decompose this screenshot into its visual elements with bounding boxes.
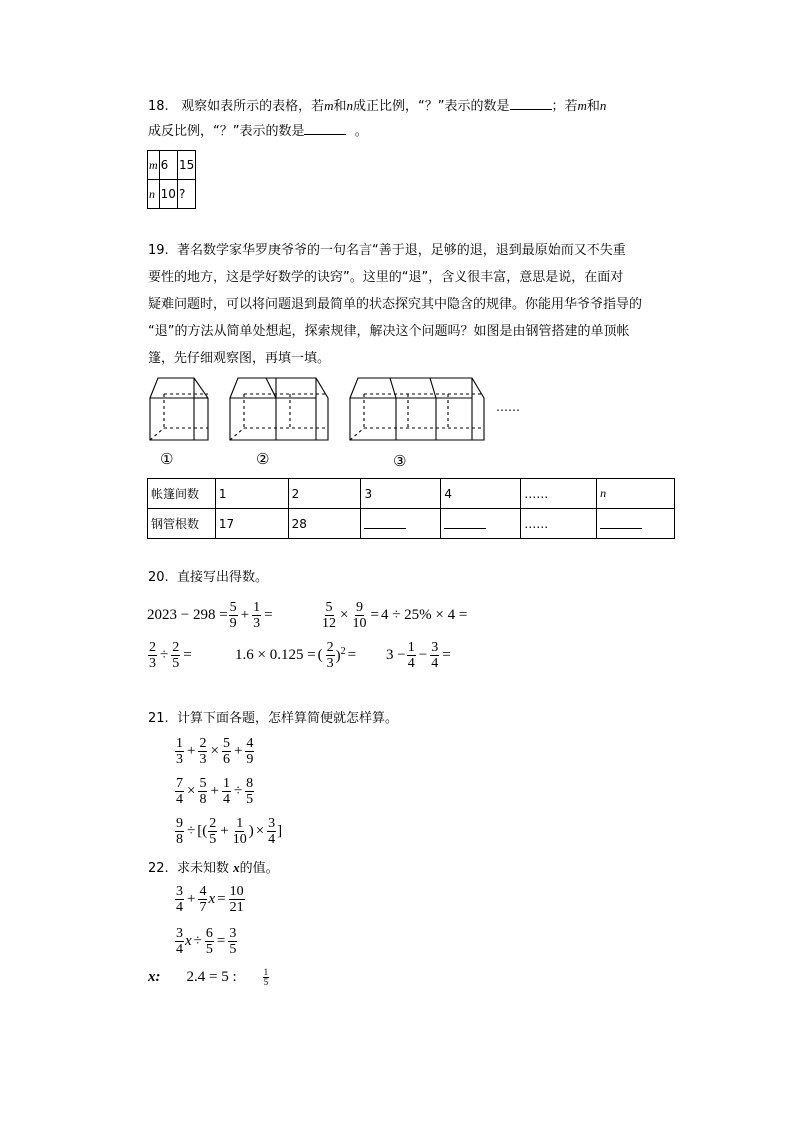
q18-table: m 6 15 n 10 ? [147, 150, 196, 209]
tent-figure-3 [350, 378, 484, 440]
q19-line3: 疑难问题时，可以将问题退到最简单的状态探究其中隐含的规律。你能用华爷爷指导的 [148, 297, 643, 312]
q20-expr-row1b: $\frac{5}{12}$ × $\frac{9}{10}$ = 4 ÷ 25% × 4 = [322, 600, 468, 631]
ellipsis: …… [496, 400, 520, 414]
q18-line1: 18. 观察如表所示的表格，若m和n成正比例，“？”表示的数是 ；若m和n [148, 98, 607, 114]
fraction: $\frac{1}{4}$ [407, 640, 415, 671]
fraction: $\frac{9}{10}$ [352, 600, 367, 631]
fraction: $\frac{5}{12}$ [322, 600, 336, 631]
answer-blank[interactable] [444, 516, 486, 529]
answer-blank[interactable] [304, 122, 346, 135]
fraction: $\frac{7}{4}$ [176, 776, 183, 807]
q20-expr-row2a: $\frac{2}{3}$ ÷ $\frac{2}{5}$ = [149, 640, 192, 671]
q19-line4: “退”的方法从简单处想起，探索规律，解决这个问题吗？如图是由钢管搭建的单顶帐 [148, 324, 630, 339]
tent-figures [140, 374, 520, 474]
q21-expr1: $\frac{1}{3}$ + $\frac{2}{3}$ × $\frac{5}{6}$ + $\frac{4}{9}$ [176, 736, 254, 767]
fraction: $\frac{2}{3}$ [326, 640, 334, 671]
q22-expr3: x: 2.4 = 5 : $\frac{1}{5}$ [148, 967, 269, 987]
fraction: $\frac{1}{4}$ [222, 776, 230, 807]
answer-cell[interactable] [361, 509, 441, 539]
fraction: $\frac{1}{3}$ [253, 600, 261, 631]
fraction: $\frac{5}{8}$ [199, 776, 207, 807]
tent-figure-1 [150, 378, 208, 440]
fraction: $\frac{2}{5}$ [172, 640, 180, 671]
fraction: $\frac{3}{4}$ [268, 816, 276, 847]
fraction: $\frac{1}{3}$ [176, 736, 183, 767]
answer-blank[interactable] [510, 97, 552, 110]
fraction: $\frac{5}{9}$ [229, 600, 237, 631]
figure-label-1: ① [160, 450, 174, 468]
figure-label-3: ③ [393, 452, 407, 470]
q18-line2: 成反比例，“？”表示的数是 。 [148, 124, 368, 139]
q19-line1: 19. 著名数学家华罗庚爷爷的一句名言“善于退，足够的退，退到最原始而又不失重 [148, 243, 626, 258]
fraction: $\frac{1}{5}$ [263, 967, 269, 987]
answer-blank[interactable] [364, 516, 406, 529]
fraction: $\frac{9}{8}$ [176, 816, 183, 847]
fraction: $\frac{5}{6}$ [222, 736, 230, 767]
fraction: $\frac{6}{5}$ [205, 926, 213, 957]
fraction: $\frac{3}{5}$ [229, 926, 237, 957]
tent-figure-2 [230, 378, 328, 440]
q22-title: 22. 求未知数 x的值。 [148, 860, 279, 876]
fraction: $\frac{4}{7}$ [199, 884, 207, 915]
table-row: 钢管根数 17 28 …… [148, 509, 675, 539]
fraction: $\frac{3}{4}$ [176, 926, 183, 957]
answer-cell[interactable] [597, 509, 675, 539]
fraction: $\frac{2}{3}$ [149, 640, 156, 671]
q21-title: 21. 计算下面各题，怎样算简便就怎样算。 [148, 711, 398, 726]
q19-line5: 篷，先仔细观察图，再填一填。 [148, 351, 331, 366]
q21-expr2: $\frac{7}{4}$ × $\frac{5}{8}$ + $\frac{1}{4}$ ÷ $\frac{8}{5}$ [176, 776, 254, 807]
fraction: $\frac{4}{9}$ [246, 736, 254, 767]
q19-line2: 要性的地方，这是学好数学的诀窍”。这里的“退”，含义很丰富，意思是说，在面对 [148, 270, 624, 285]
q20-expr-row1a: 2023 − 298 = $\frac{5}{9}$ + $\frac{1}{3}$ = [147, 600, 273, 631]
q21-expr3: $\frac{9}{8}$ ÷ [( $\frac{2}{5}$ + $\frac{1}{10}$ ) × $\frac{3}{4}$ ] [176, 816, 283, 847]
fraction: $\frac{3}{4}$ [431, 640, 439, 671]
answer-cell[interactable] [441, 509, 521, 539]
fraction: $\frac{2}{3}$ [199, 736, 207, 767]
q19-table [147, 478, 675, 539]
figure-label-2: ② [256, 450, 270, 468]
q22-expr1: $\frac{3}{4}$ + $\frac{4}{7}$ x = $\frac{10}{21}$ [176, 884, 244, 915]
fraction: $\frac{1}{10}$ [232, 816, 247, 847]
answer-blank[interactable] [600, 516, 642, 529]
q20-expr-row2c: 3 − $\frac{1}{4}$ − $\frac{3}{4}$ = [386, 640, 451, 671]
fraction: $\frac{8}{5}$ [246, 776, 254, 807]
table-row: 帐篷间数 1 2 3 4 …… n [148, 479, 675, 509]
fraction: $\frac{10}{21}$ [229, 884, 244, 915]
q22-expr2: $\frac{3}{4}$ x ÷ $\frac{6}{5}$ = $\frac{3}{5}$ [176, 926, 237, 957]
q20-title: 20. 直接写出得数。 [148, 570, 268, 585]
fraction: $\frac{2}{5}$ [209, 816, 217, 847]
q20-expr-row2b: 1.6 × 0.125 = ( $\frac{2}{3}$ )$^2$ = [235, 640, 357, 671]
fraction: $\frac{3}{4}$ [176, 884, 183, 915]
